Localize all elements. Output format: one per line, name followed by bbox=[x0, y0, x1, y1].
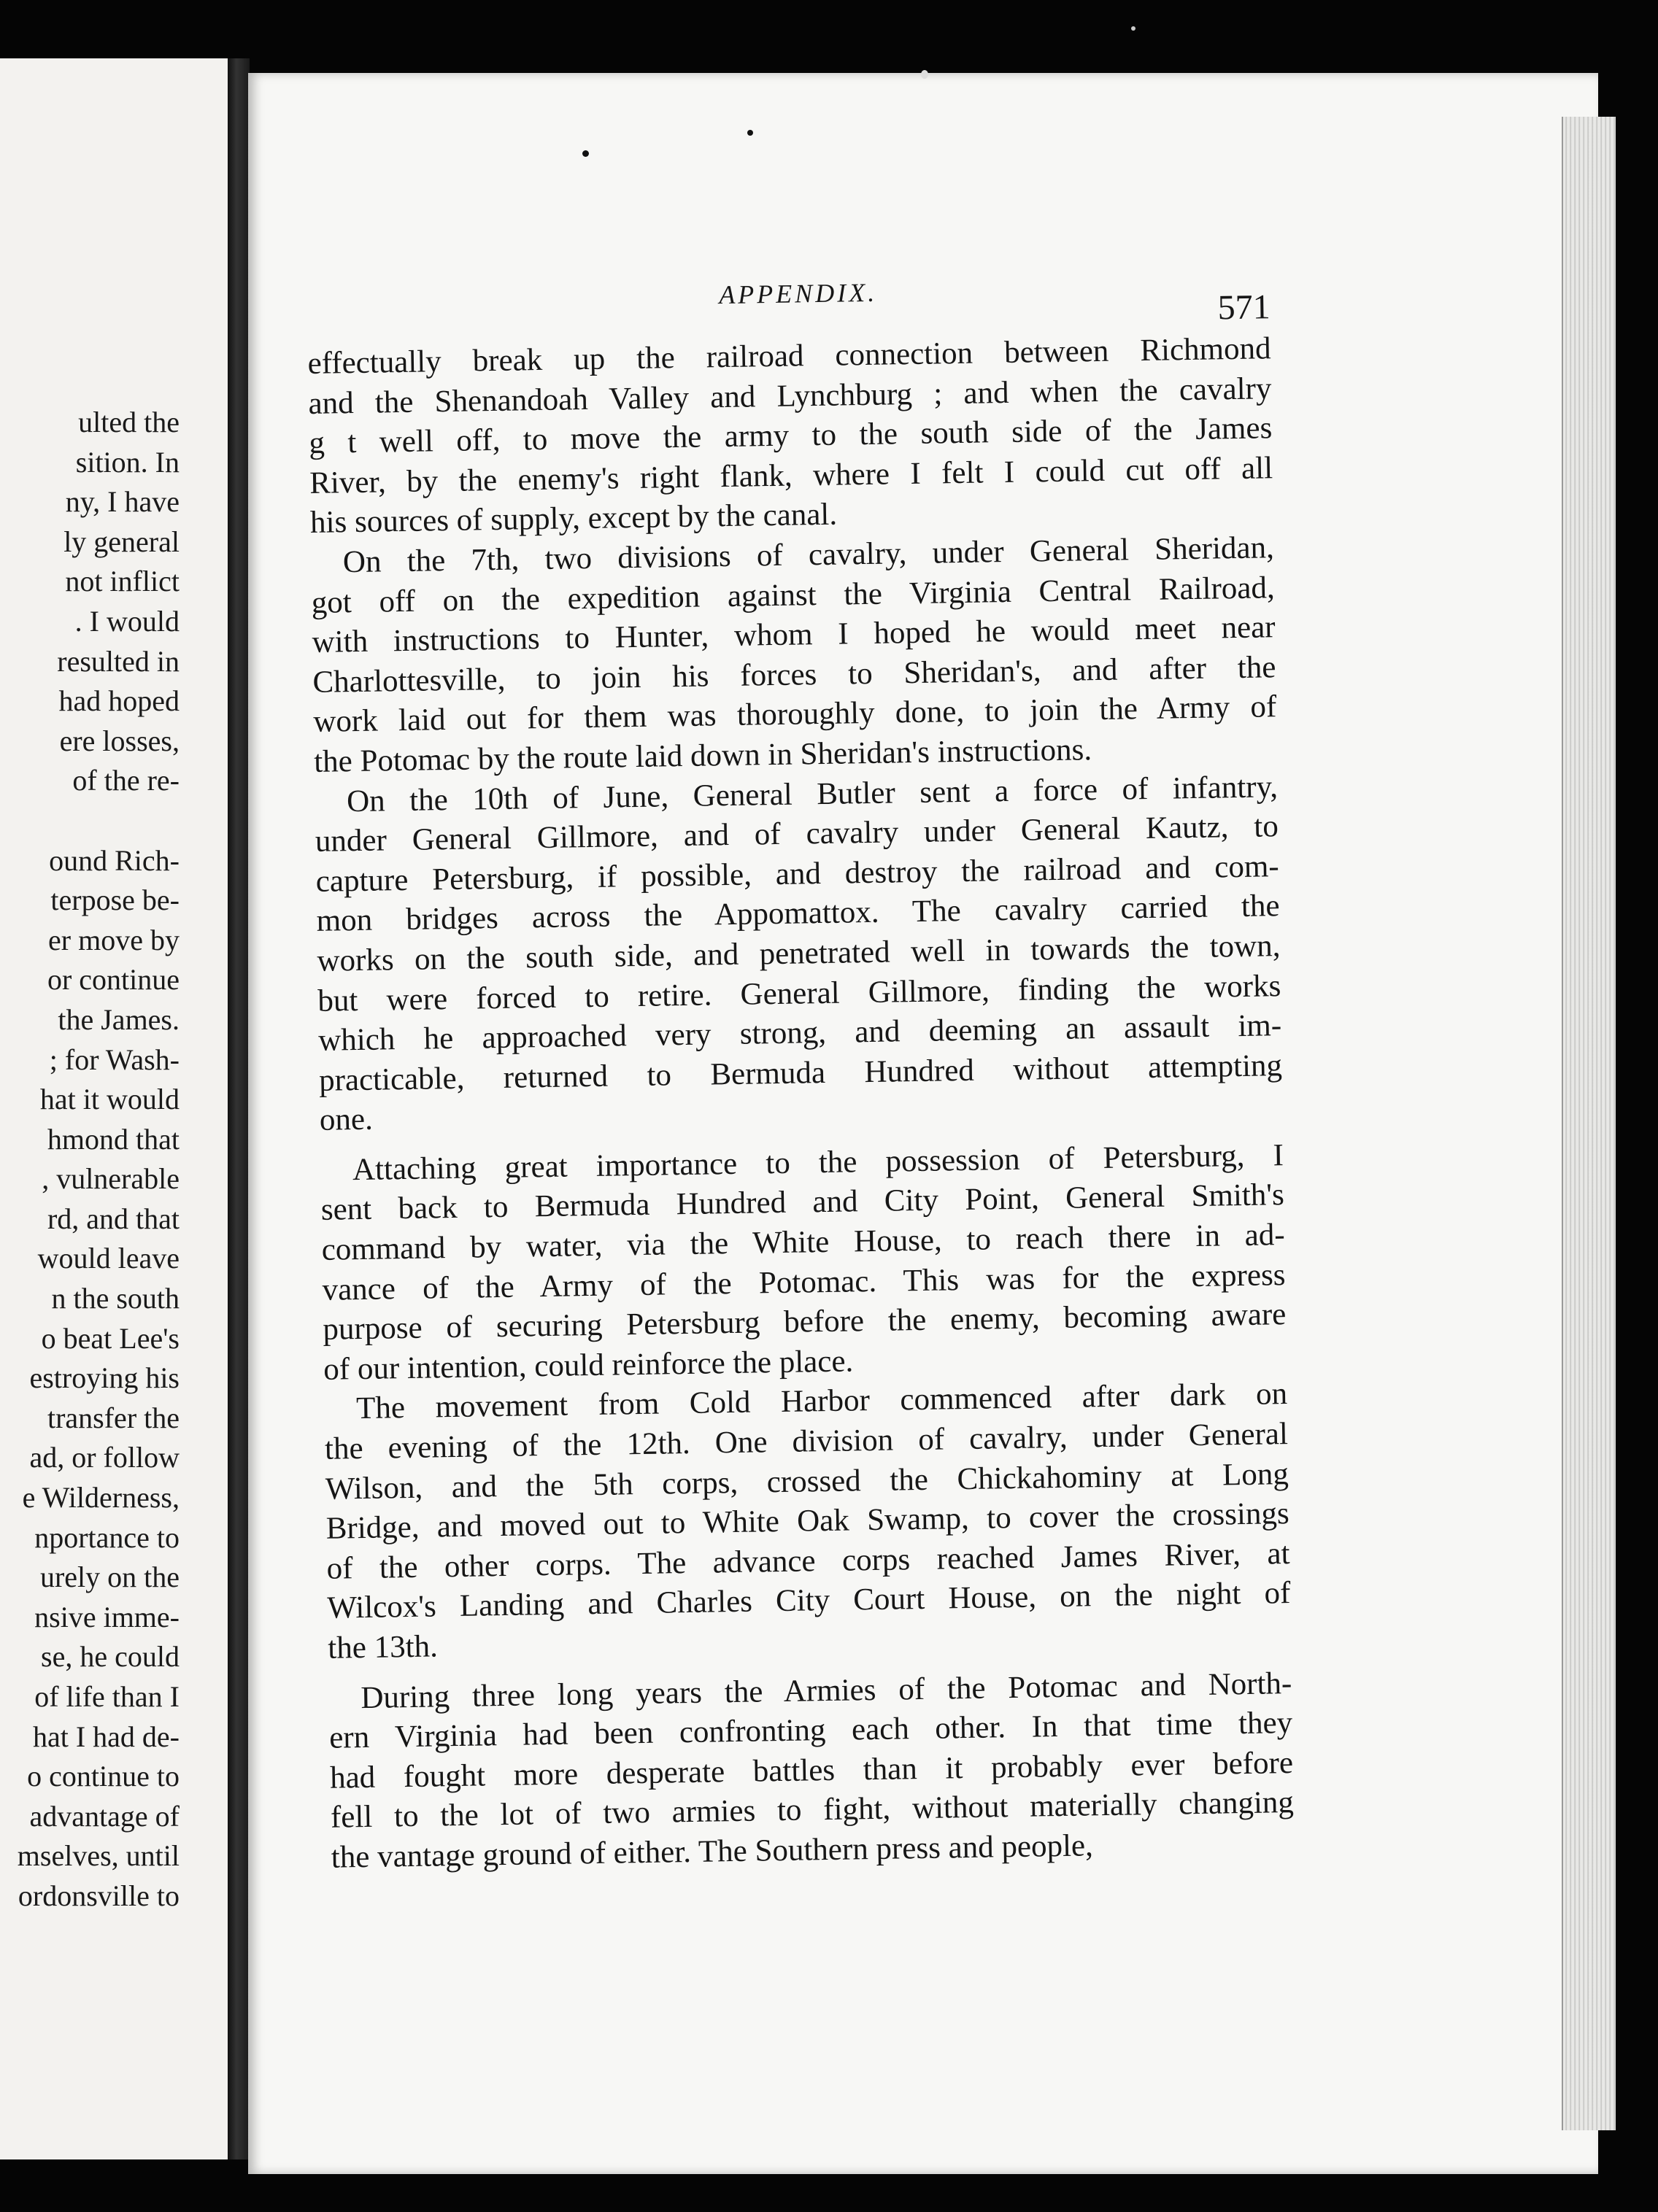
left-page-line: ad, or follow bbox=[29, 1441, 180, 1474]
left-page-line: mselves, until bbox=[17, 1839, 180, 1873]
left-page-line: rd, and that bbox=[47, 1202, 180, 1235]
left-page-line: of life than I bbox=[34, 1680, 180, 1713]
left-page-line: or continue bbox=[47, 963, 180, 997]
text-line: but were forced to retire. General Gillmore, finding the works bbox=[317, 968, 1281, 1018]
body-text bbox=[307, 329, 1295, 1878]
text-line: effectually break up the railroad connection between Richmond bbox=[307, 331, 1271, 381]
scan-speck bbox=[1131, 26, 1135, 31]
book-gutter bbox=[228, 58, 250, 2159]
text-line: work laid out for them was thoroughly done, to join the Army of bbox=[313, 689, 1277, 740]
text-line: capture Petersburg, if possible, and destroy the railroad and com- bbox=[315, 848, 1280, 899]
scan-speck bbox=[582, 150, 589, 157]
left-page-line: , vulnerable bbox=[42, 1162, 180, 1196]
left-page-line bbox=[0, 801, 180, 841]
left-page-line: e Wilderness, bbox=[22, 1481, 180, 1515]
scan-speck bbox=[921, 70, 928, 79]
text-line: On the 10th of June, General Butler sent a force of infantry, bbox=[346, 769, 1279, 819]
text-line: command by water, via the White House, to reach there in ad- bbox=[321, 1218, 1285, 1267]
text-line: On the 7th, two divisions of cavalry, under General Sheridan, bbox=[342, 530, 1275, 580]
left-page-line: hat I had de- bbox=[32, 1720, 180, 1753]
text-line: works on the south side, and penetrated well in towards the town, bbox=[317, 929, 1281, 978]
paragraph bbox=[307, 329, 1273, 544]
text-line: Attaching great importance to the possession of Petersburg, I bbox=[352, 1137, 1284, 1188]
left-page-line: o beat Lee's bbox=[41, 1321, 180, 1355]
left-page-line: . I would bbox=[74, 604, 180, 638]
left-page-line: had hoped bbox=[58, 684, 180, 718]
left-page-line: ny, I have bbox=[65, 485, 180, 519]
text-line: Wilson, and the 5th corps, crossed the Chickahominy at Long bbox=[325, 1456, 1289, 1507]
text-line: During three long years the Armies of the Potomac and North- bbox=[360, 1666, 1292, 1715]
text-line: practicable, returned to Bermuda Hundred without attempting bbox=[318, 1048, 1283, 1098]
left-page-line: resulted in bbox=[57, 644, 180, 678]
left-page-line: transfer the bbox=[47, 1401, 180, 1434]
text-line: of the other corps. The advance corps reached James River, at bbox=[326, 1536, 1290, 1586]
running-head: APPENDIX. bbox=[718, 277, 878, 310]
left-page-line: hmond that bbox=[47, 1122, 180, 1156]
left-page-line: nportance to bbox=[34, 1520, 180, 1554]
left-page-line: ere losses, bbox=[59, 724, 180, 757]
text-line: the 13th. bbox=[327, 1629, 439, 1666]
paragraph bbox=[315, 767, 1284, 1141]
paragraph bbox=[328, 1664, 1295, 1879]
text-line: got off on the expedition against the Virginia Central Railroad, bbox=[311, 570, 1276, 620]
text-line: his sources of supply, except by the canal. bbox=[309, 497, 838, 541]
left-page-line: er move by bbox=[48, 923, 180, 956]
text-line: fell to the lot of two armies to fight, without materially changing bbox=[330, 1785, 1295, 1836]
text-line: vance of the Army of the Potomac. This was for the express bbox=[322, 1257, 1286, 1307]
text-line: River, by the enemy's right flank, where I felt I could cut off all bbox=[309, 451, 1273, 500]
text-line: the vantage ground of either. The Southern press and people, bbox=[331, 1828, 1094, 1875]
left-page-line: ; for Wash- bbox=[49, 1043, 180, 1076]
left-page-line: ordonsville to bbox=[18, 1879, 180, 1912]
left-page-line: se, he could bbox=[41, 1640, 180, 1674]
text-line: had fought more desperate battles than it probably ever before bbox=[329, 1745, 1294, 1795]
left-page-line: sition. In bbox=[75, 445, 180, 479]
text-line: Bridge, and moved out to White Oak Swamp, to cover the crossings bbox=[325, 1496, 1289, 1547]
text-line: Wilcox's Landing and Charles City Court House, on the night of bbox=[327, 1576, 1291, 1626]
page-number: 571 bbox=[1217, 287, 1271, 328]
paragraph bbox=[320, 1136, 1287, 1390]
paragraph bbox=[311, 528, 1278, 782]
left-page-line: estroying his bbox=[29, 1361, 180, 1395]
left-page-text bbox=[0, 403, 180, 1917]
left-page-line: n the south bbox=[51, 1282, 180, 1315]
text-line: g t well off, to move the army to the south side of the James bbox=[309, 411, 1273, 461]
text-line: one. bbox=[319, 1102, 374, 1138]
text-line: which he approached very strong, and deeming an assault im- bbox=[317, 1008, 1282, 1058]
left-page-line: o continue to bbox=[27, 1760, 180, 1793]
left-page-line: ound Rich- bbox=[49, 843, 180, 877]
left-page-line: terpose be- bbox=[50, 883, 180, 917]
left-page-line: advantage of bbox=[29, 1799, 180, 1833]
text-line: Charlottesville, to join his forces to Sheridan's, and after the bbox=[312, 649, 1276, 700]
text-line: ern Virginia had been confronting each other. In that time they bbox=[328, 1706, 1293, 1755]
text-line: with instructions to Hunter, whom I hoped he would meet near bbox=[312, 610, 1276, 660]
text-line: purpose of securing Petersburg before the enemy, becoming aware bbox=[323, 1297, 1287, 1347]
left-page-line: of the re- bbox=[72, 764, 180, 797]
left-page-line: would leave bbox=[37, 1242, 180, 1275]
text-line: sent back to Bermuda Hundred and City Point, General Smith's bbox=[320, 1177, 1285, 1228]
left-page-line: nsive imme- bbox=[34, 1600, 180, 1633]
text-line: The movement from Cold Harbor commenced after dark on bbox=[355, 1377, 1288, 1426]
text-line: mon bridges across the Appomattox. The cavalry carried the bbox=[316, 889, 1280, 939]
scan-speck bbox=[747, 130, 753, 136]
left-page-line: urely on the bbox=[39, 1561, 180, 1594]
text-line: the Potomac by the route laid down in Sheridan's instructions. bbox=[313, 732, 1092, 779]
left-page bbox=[0, 58, 230, 2159]
text-line: of our intention, could reinforce the place. bbox=[323, 1344, 854, 1387]
left-page-line: ulted the bbox=[78, 406, 180, 438]
paragraph bbox=[324, 1375, 1292, 1669]
left-page-line: hat it would bbox=[39, 1083, 180, 1116]
left-page-line: not inflict bbox=[65, 565, 180, 598]
text-line: the evening of the 12th. One division of cavalry, under General bbox=[324, 1417, 1289, 1466]
text-line: under General Gillmore, and of cavalry under General Kautz, to bbox=[315, 809, 1279, 859]
page-edges bbox=[1562, 117, 1616, 2130]
text-line: and the Shenandoah Valley and Lynchburg ; and when the cavalry bbox=[308, 371, 1272, 421]
left-page-line: ly general bbox=[63, 525, 180, 558]
left-page-line: the James. bbox=[58, 1002, 180, 1036]
